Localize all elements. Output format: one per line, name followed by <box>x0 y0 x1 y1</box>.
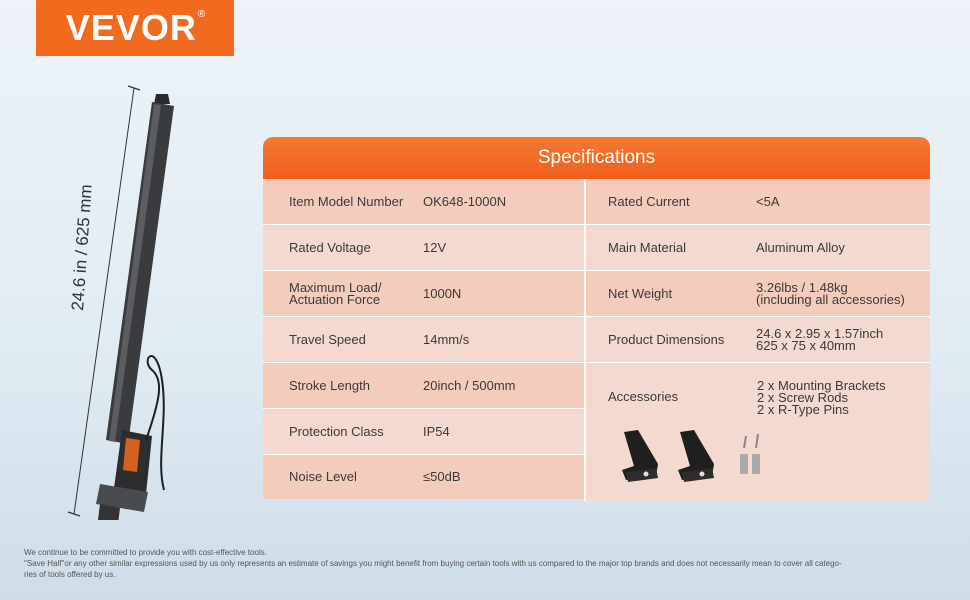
spec-row <box>263 363 584 409</box>
spec-value: Aluminum Alloy <box>756 239 845 255</box>
spec-key: Product Dimensions <box>608 331 725 347</box>
spec-row <box>263 271 584 317</box>
mounting-bracket-icon <box>622 430 658 482</box>
product-image <box>60 80 210 520</box>
spec-row <box>263 409 584 455</box>
spec-row <box>263 317 584 363</box>
disclaimer-line: "Save Half"or any other similar expressions used by us only represents an estimate of savings you might benefit from buying certain tools with us compared to the major top brands and does not necessarily mean to cover all catego- <box>24 559 842 568</box>
spec-row <box>586 225 930 271</box>
spec-key: Rated Voltage <box>289 239 371 255</box>
spec-key: Maximum Load/ Actuation Force <box>289 279 382 307</box>
logo-registered-mark: ® <box>197 8 206 20</box>
disclaimer <box>24 547 949 580</box>
spec-value: 12V <box>423 239 447 255</box>
accessories-image <box>612 426 812 496</box>
specifications-title: Specifications <box>537 147 656 168</box>
mounting-bracket-icon <box>678 430 714 482</box>
spec-row <box>263 225 584 271</box>
spec-value: 24.6 x 2.95 x 1.57inch 625 x 75 x 40mm <box>756 325 884 353</box>
spec-row <box>586 317 930 363</box>
disclaimer-line: We continue to be committed to provide you with cost-effective tools. <box>24 548 267 557</box>
spec-key: Item Model Number <box>289 193 404 209</box>
spec-value: 20inch / 500mm <box>423 377 516 393</box>
accessories-cell <box>586 363 930 501</box>
specifications-table <box>263 137 930 501</box>
logo-text: VEVOR <box>65 7 197 48</box>
spec-key: Rated Current <box>608 193 690 209</box>
disclaimer-line: ries of tools offered by us. <box>24 570 116 579</box>
spec-row <box>263 455 584 499</box>
spec-value: 3.26lbs / 1.48kg (including all accessories) <box>756 279 905 307</box>
spec-value: 14mm/s <box>423 331 470 347</box>
spec-value: <5A <box>756 193 780 209</box>
spec-value: 1000N <box>423 285 462 301</box>
spec-key: Net Weight <box>608 285 673 301</box>
spec-value: 2 x Mounting Brackets 2 x Screw Rods 2 x R-Type Pins <box>757 378 886 417</box>
dimension-label: 24.6 in / 625 mm <box>68 183 96 312</box>
spec-key: Stroke Length <box>289 377 370 393</box>
spec-row <box>586 179 930 225</box>
specs-right-column <box>586 179 930 501</box>
screw-rod-icon <box>740 434 760 474</box>
spec-key: Main Material <box>608 239 687 255</box>
spec-value: OK648-1000N <box>423 193 507 209</box>
spec-key: Accessories <box>608 389 679 404</box>
spec-key: Protection Class <box>289 423 384 439</box>
vevor-logo <box>36 0 234 56</box>
spec-key: Travel Speed <box>289 331 366 347</box>
spec-value: ≤50dB <box>423 469 461 484</box>
spec-key: Noise Level <box>289 469 357 484</box>
specs-left-column <box>263 179 586 501</box>
spec-row <box>586 271 930 317</box>
specifications-header <box>263 137 930 179</box>
spec-row <box>263 179 584 225</box>
spec-value: IP54 <box>423 423 450 439</box>
